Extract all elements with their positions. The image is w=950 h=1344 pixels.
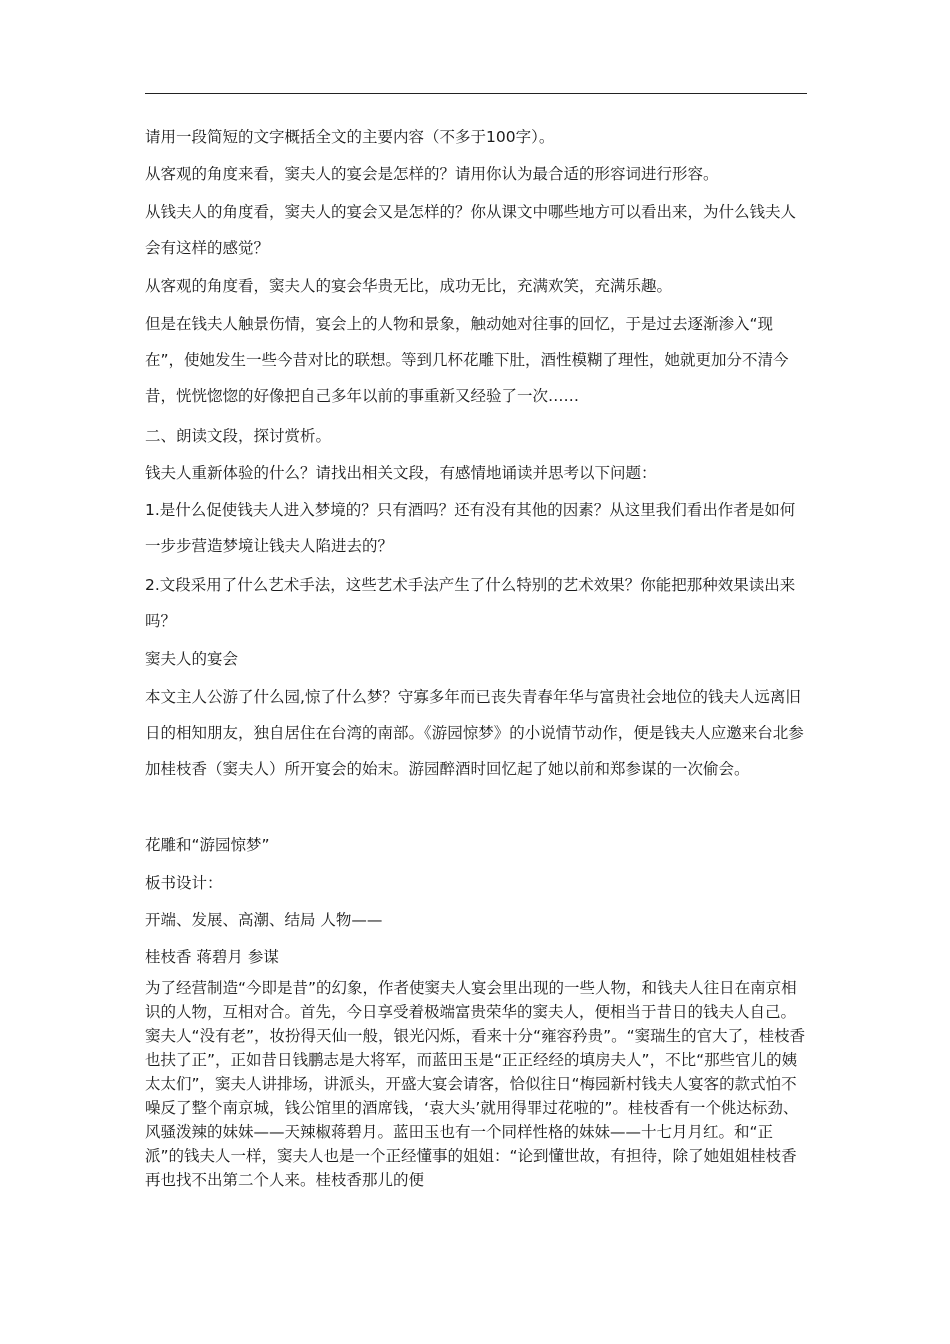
question-qian-view: 从钱夫人的角度看，窦夫人的宴会又是怎样的？你从课文中哪些地方可以看出来，为什么钱夫人会有这样的感觉？ xyxy=(145,203,797,257)
plot-summary: 本文主人公游了什么园,惊了什么梦？守寡多年而已丧失青春年华与富贵社会地位的钱夫人远离旧日的相知朋友，独自居住在台湾的南部。《游园惊梦》的小说情节动作，便是钱夫人应邀来台北参加桂枝香（窦夫人）所开宴会的始末。游园醉酒时回忆起了她以前和郑参谋的一次偷会。 xyxy=(145,688,804,778)
reading-instruction: 钱夫人重新体验的什么？请找出相关文段，有感情地诵读并思考以下问题： xyxy=(145,464,657,482)
question-2: 2.文段采用了什么艺术手法，这些艺术手法产生了什么特别的艺术效果？你能把那种效果读出来吗？ xyxy=(145,576,796,630)
answer-qian-view: 但是在钱夫人触景伤情，宴会上的人物和景象，触动她对往事的回忆，于是过去逐渐渗入“现在”，使她发生一些今昔对比的联想。等到几杯花雕下肚，酒性模糊了理性，她就更加分不清今昔，恍恍惚惚的好像把自己多年以前的事重新又经验了一次…… xyxy=(145,315,789,405)
question-1: 1.是什么促使钱夫人进入梦境的？只有酒吗？还有没有其他的因素？从这里我们看出作者是如何一步步营造梦境让钱夫人陷进去的？ xyxy=(145,501,796,555)
board-design-characters: 桂枝香 蒋碧月 参谋 xyxy=(145,948,279,966)
board-design-structure: 开端、发展、高潮、结局 人物—— xyxy=(145,911,383,929)
question-summary: 请用一段简短的文字概括全文的主要内容（不多于100字）。 xyxy=(145,128,555,146)
question-objective-view: 从客观的角度来看，窦夫人的宴会是怎样的？请用你认为最合适的形容词进行形容。 xyxy=(145,165,719,183)
subheading-huadiao: 花雕和“游园惊梦” xyxy=(145,836,270,854)
answer-objective-view: 从客观的角度看，窦夫人的宴会华贵无比，成功无比，充满欢笑，充满乐趣。 xyxy=(145,277,673,295)
section-heading-reading: 二、朗读文段，探讨赏析。 xyxy=(145,427,332,445)
subheading-banquet: 窦夫人的宴会 xyxy=(145,650,239,668)
header-rule xyxy=(145,93,807,94)
analysis-paragraph: 为了经营制造“今即是昔”的幻象，作者使窦夫人宴会里出现的一些人物，和钱夫人往日在南京相识的人物，互相对合。首先，今日享受着极端富贵荣华的窦夫人，便相当于昔日的钱夫人自己。窦夫人“没有老”，妆扮得天仙一般，银光闪烁，看来十分“雍容矜贵”。“窦瑞生的官大了，桂枝香也扶了正”，正如昔日钱鹏志是大将军，而蓝田玉是“正正经经的填房夫人”，不比“那些官儿的姨太太们”，窦夫人讲排场，讲派头，开盛大宴会请客，恰似往日“梅园新村钱夫人宴客的款式怕不噪反了整个南京城，钱公馆里的酒席钱，‘袁大头’就用得罪过花啦的”。桂枝香有一个佻达标劲、风骚泼辣的妹妹——天辣椒蒋碧月。蓝田玉也有一个同样性格的妹妹——十七月月红。和“正派”的钱夫人一样，窦夫人也是一个正经懂事的姐姐：“论到懂世故，有担待，除了她姐姐桂枝香再也找不出第二个人来。桂枝香那儿的便 xyxy=(145,979,806,1189)
board-design-label: 板书设计： xyxy=(145,874,223,892)
